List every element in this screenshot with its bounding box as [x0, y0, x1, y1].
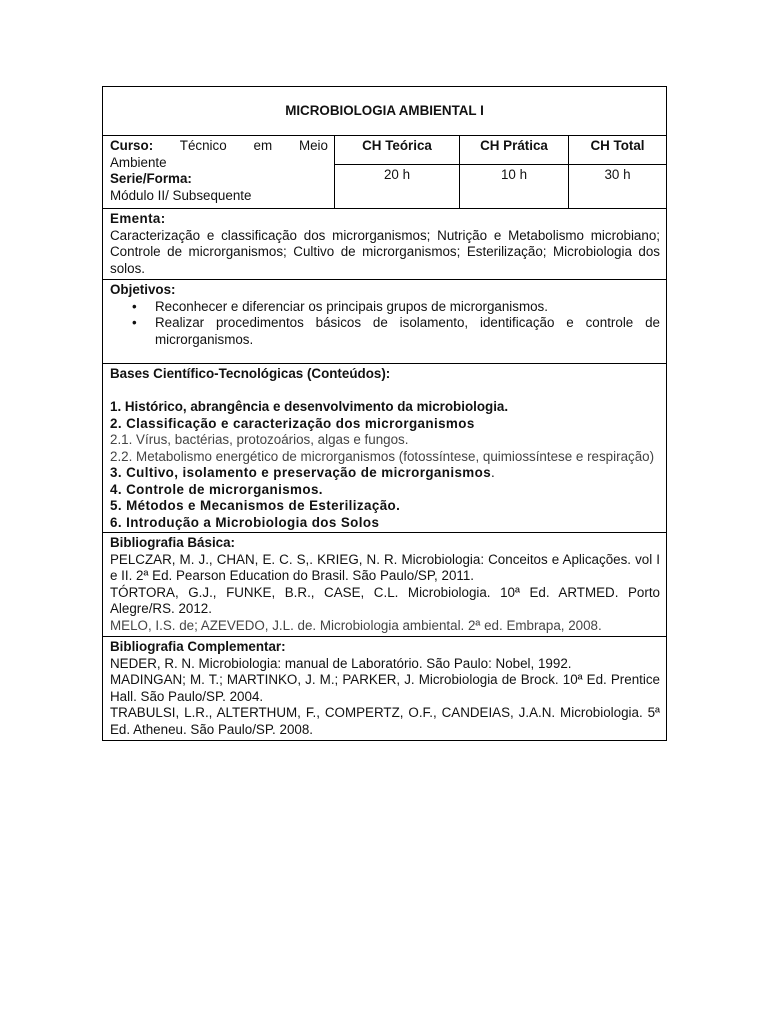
bib-basica-ref: MELO, I.S. de; AZEVEDO, J.L. de. Microbiologia ambiental. 2ª ed. Embrapa, 2008.	[110, 617, 602, 633]
header-ch-total: CH Total	[590, 138, 645, 153]
objetivo-text: Realizar procedimentos básicos de isolamento, identificação e controle de microrganismos.	[155, 315, 660, 347]
bib-basica-ref: TÓRTORA, G.J., FUNKE, B.R., CASE, C.L. Microbiologia. 10ª Ed. ARTMED. Porto Alegre/RS. 2012.	[110, 584, 660, 616]
bullet-icon: •	[132, 315, 137, 330]
serie-value: Módulo II/ Subsequente	[110, 187, 252, 203]
ementa-text: Caracterização e classificação dos microrganismos; Nutrição e Metabolismo microbiano; Controle de microrganismos; Cultivo de microrganismos; Esterilização; Microbiologia dos solos.	[110, 227, 660, 276]
course-value-line2: Ambiente	[110, 154, 167, 170]
title-row	[103, 87, 666, 135]
objetivo-text: Reconhecer e diferenciar os principais grupos de microrganismos.	[155, 298, 548, 314]
ementa-label: Ementa:	[110, 211, 166, 226]
bases-section	[103, 363, 666, 532]
course-row	[103, 135, 666, 208]
bib-complementar-ref: MADINGAN; M. T.; MARTINKO, J. M.; PARKER, J. Microbiologia de Brock. 10ª Ed. Prentice Hall. São Paulo/SP. 2004.	[110, 672, 660, 704]
value-ch-total: 30 h	[604, 167, 631, 182]
value-ch-teorica: 20 h	[335, 165, 460, 208]
hours-values-row	[335, 165, 666, 208]
bibliografia-complementar-section	[103, 636, 666, 740]
bases-item-2-2: 2.2. Metabolismo energético de microrganismos (fotossíntese, quimiossíntese e respiração)	[110, 448, 655, 464]
course-label: Curso:	[110, 138, 154, 153]
hours-header-row	[335, 136, 666, 165]
bases-item-3-line	[110, 465, 660, 482]
bases-item-6: 6. Introdução a Microbiologia dos Solos	[110, 514, 380, 530]
bib-basica-ref: PELCZAR, M. J., CHAN, E. C. S,. KRIEG, N. R. Microbiologia: Conceitos e Aplicações. vol I e II. 2ª Ed. Pearson Education do Brasil. São Paulo/SP, 2011.	[110, 551, 660, 583]
objetivo-item	[110, 299, 660, 316]
objetivos-list	[110, 299, 660, 349]
course-info-cell	[103, 136, 335, 208]
course-plan-table	[102, 86, 667, 741]
bib-basica-label: Bibliografia Básica:	[110, 535, 236, 550]
serie-label: Serie/Forma:	[110, 171, 192, 186]
ementa-section	[103, 208, 666, 279]
bibliografia-basica-section	[103, 532, 666, 636]
bases-item-2: 2. Classificação e caracterização dos microrganismos	[110, 415, 475, 431]
bases-item-4: 4. Controle de microrganismos.	[110, 481, 323, 497]
header-ch-teorica: CH Teórica	[335, 136, 460, 164]
bib-complementar-ref: TRABULSI, L.R., ALTERTHUM, F., COMPERTZ, O.F., CANDEIAS, J.A.N. Microbiologia. 5ª Ed. Atheneu. São Paulo/SP. 2008.	[110, 705, 660, 737]
bullet-icon: •	[132, 298, 137, 314]
document-title: MICROBIOLOGIA AMBIENTAL I	[285, 102, 484, 118]
bases-item-3: 3. Cultivo, isolamento e preservação de microrganismos	[110, 465, 492, 480]
bib-complementar-ref: NEDER, R. N. Microbiologia: manual de Laboratório. São Paulo: Nobel, 1992.	[110, 655, 572, 671]
header-ch-pratica: CH Prática	[460, 136, 569, 164]
spacer	[110, 383, 660, 400]
course-value: Técnico em Meio	[179, 138, 328, 153]
course-line	[110, 138, 328, 155]
bases-label: Bases Científico-Tecnológicas (Conteúdos):	[110, 366, 391, 381]
objetivos-label: Objetivos:	[110, 282, 176, 297]
hours-grid	[335, 136, 666, 208]
bases-item-5: 5. Métodos e Mecanismos de Esterilização.	[110, 498, 401, 513]
bib-complementar-label: Bibliografia Complementar:	[110, 639, 286, 654]
bases-item-3-end: .	[491, 465, 495, 480]
bases-item-1: 1. Histórico, abrangência e desenvolvimento da microbiologia.	[110, 399, 509, 414]
value-ch-pratica: 10 h	[460, 165, 569, 208]
objetivo-item	[110, 315, 660, 348]
objetivos-section	[103, 279, 666, 363]
bases-item-2-1: 2.1. Vírus, bactérias, protozoários, algas e fungos.	[110, 432, 409, 447]
